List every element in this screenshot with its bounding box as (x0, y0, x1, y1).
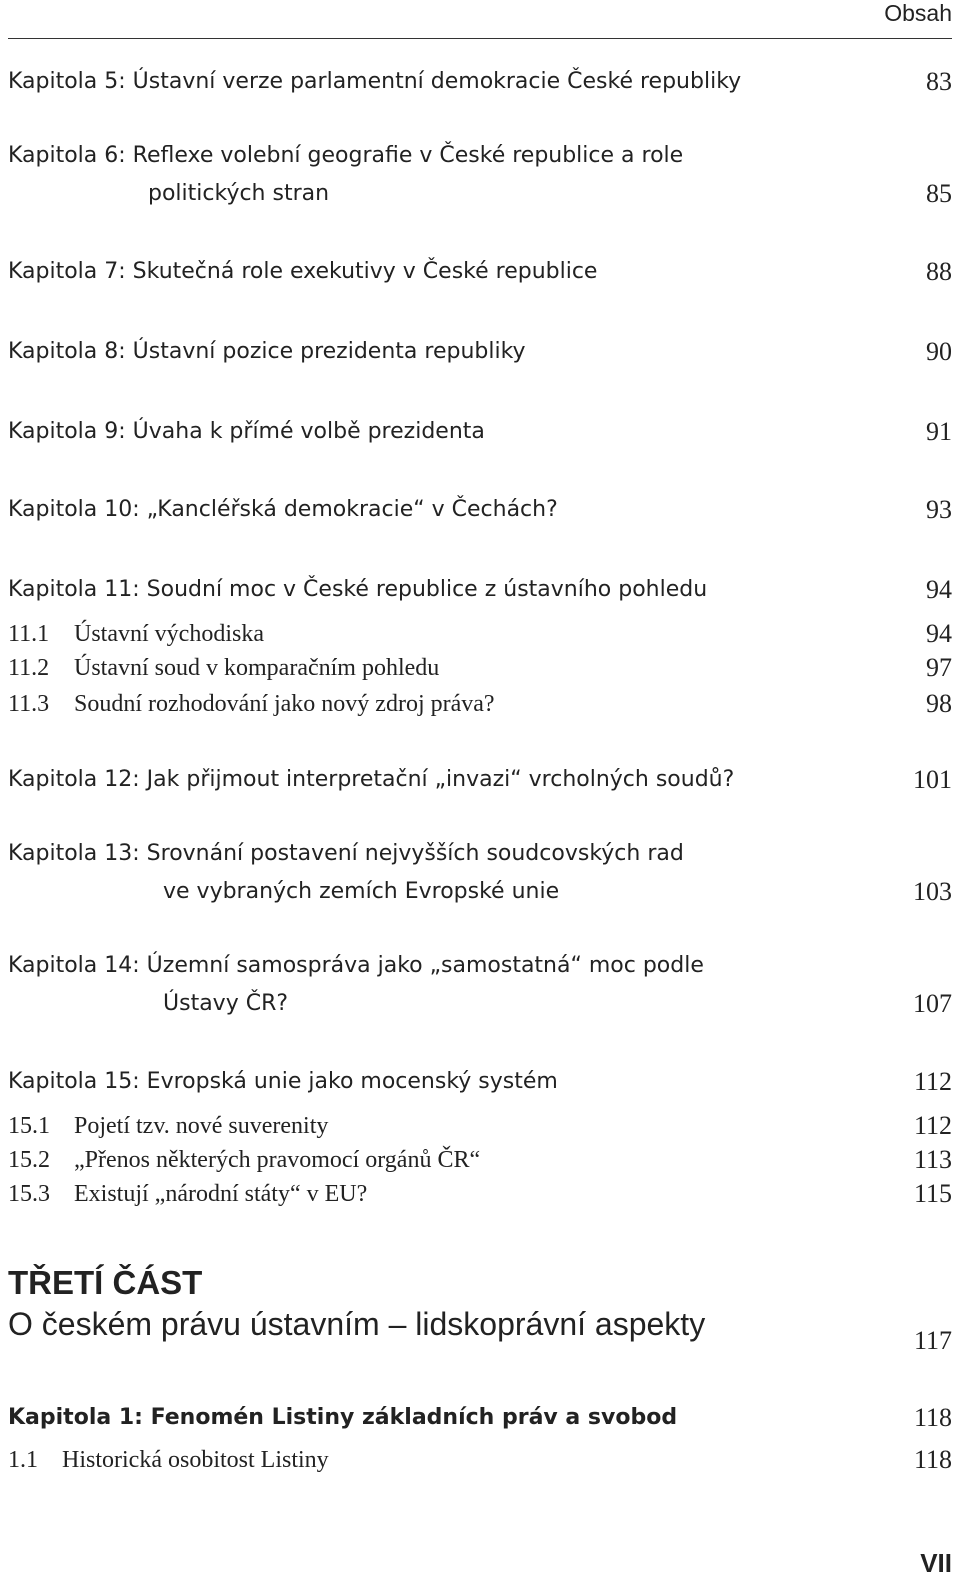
toc-section-title: Historická osobitost Listiny (62, 1447, 329, 1473)
toc-entry-title-line1: Kapitola 13: Srovnání postavení nejvyšších soudcovských rad (8, 841, 684, 866)
toc-section-title: Existují „národní státy“ v EU? (74, 1181, 368, 1207)
toc-entry-title-line2: politických stran (148, 181, 330, 206)
toc-entry-page: 103 (913, 877, 952, 906)
toc-entry-title: Kapitola 12: Jak přijmout interpretační „invazi“ vrcholných soudů? (8, 767, 735, 792)
toc-entry-title: Kapitola 10: „Kancléřská demokracie“ v Čechách? (8, 497, 558, 522)
toc-section-title: Ústavní soud v komparačním pohledu (74, 655, 440, 681)
toc-section-number: 15.2 (8, 1147, 50, 1173)
toc-section-page: 118 (913, 1445, 952, 1474)
part-subtitle[interactable]: O českém právu ústavním – lidskoprávní aspekty (8, 1306, 706, 1342)
toc-section-title: Ústavní východiska (74, 621, 264, 647)
header-rule (8, 38, 952, 39)
part-page: 117 (913, 1326, 952, 1355)
toc-entry-page: 85 (926, 179, 952, 208)
toc-section-number: 1.1 (8, 1447, 38, 1473)
toc-section-page: 115 (913, 1179, 952, 1208)
toc-entry-page: 94 (926, 575, 952, 604)
toc-section-page: 113 (913, 1145, 952, 1174)
toc-section-number: 11.1 (8, 621, 50, 647)
toc-entry-page: 93 (926, 495, 952, 524)
folio-page-number: VII (920, 1548, 952, 1578)
toc-entry-title-line2: ve vybraných zemích Evropské unie (163, 879, 560, 904)
toc-entry-title: Kapitola 9: Úvaha k přímé volbě prezidenta (8, 419, 485, 444)
toc-entry-page: 91 (926, 417, 952, 446)
part-title: TŘETÍ ČÁST (8, 1264, 203, 1301)
toc-entry-title-line1: Kapitola 14: Územní samospráva jako „samostatná“ moc podle (8, 953, 704, 978)
toc-section-title: Pojetí tzv. nové suverenity (74, 1113, 329, 1139)
toc-entry-page: 83 (926, 67, 952, 96)
toc-section-title: Soudní rozhodování jako nový zdroj práva? (74, 691, 495, 717)
toc-entry-title-line1: Kapitola 6: Reflexe volební geografie v České republice a role (8, 143, 684, 168)
toc-entry-page: 101 (913, 765, 952, 794)
toc-entry-page: 90 (926, 337, 952, 366)
toc-entry-title: Kapitola 7: Skutečná role exekutivy v České republice (8, 259, 598, 284)
toc-section-title: „Přenos některých pravomocí orgánů ČR“ (74, 1147, 481, 1173)
toc-section-number: 15.1 (8, 1113, 50, 1139)
toc-entry-title: Kapitola 15: Evropská unie jako mocenský systém (8, 1069, 558, 1094)
toc-section-page: 98 (926, 689, 952, 718)
toc-section-page: 94 (926, 619, 952, 648)
toc-section-page: 112 (913, 1111, 952, 1140)
toc-section-number: 15.3 (8, 1181, 50, 1207)
toc-entry-title-line2: Ústavy ČR? (163, 991, 289, 1016)
toc-section-number: 11.3 (8, 691, 50, 717)
toc-section-number: 11.2 (8, 655, 50, 681)
toc-section-page: 97 (926, 653, 952, 682)
toc-entry-page: 107 (913, 989, 952, 1018)
toc-entry-title: Kapitola 5: Ústavní verze parlamentní demokracie České republiky (8, 69, 742, 94)
toc-entry-page: 88 (926, 257, 952, 286)
toc-entry-page: 118 (913, 1403, 952, 1432)
toc-entry-title: Kapitola 11: Soudní moc v České republice z ústavního pohledu (8, 577, 708, 602)
toc-entry-page: 112 (913, 1067, 952, 1096)
toc-entry-title: Kapitola 8: Ústavní pozice prezidenta republiky (8, 339, 526, 364)
running-header-label: Obsah (884, 0, 952, 26)
toc-entry-title: Kapitola 1: Fenomén Listiny základních práv a svobod (8, 1405, 678, 1430)
